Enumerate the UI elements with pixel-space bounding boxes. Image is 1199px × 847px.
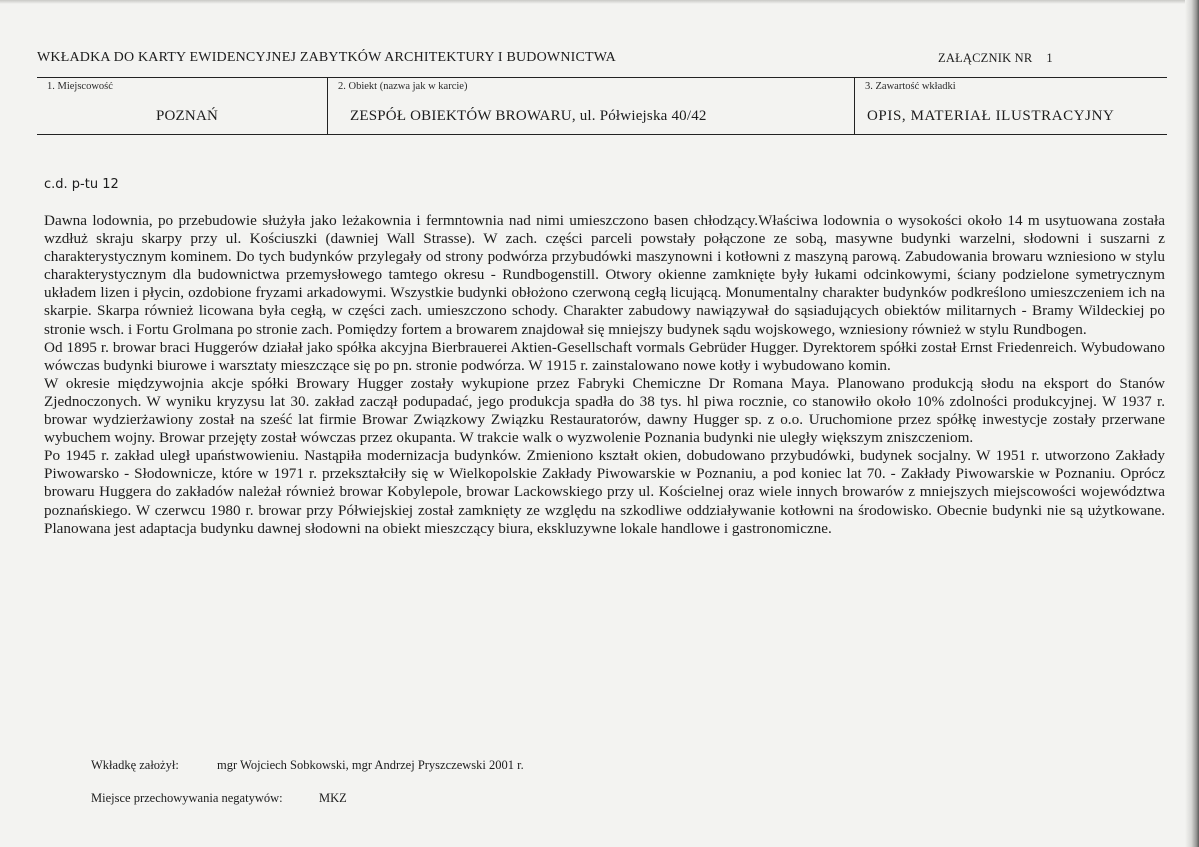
form-title: WKŁADKA DO KARTY EWIDENCYJNEJ ZABYTKÓW ARCHITEKTURY I BUDOWNICTWA: [37, 50, 616, 65]
content-value: OPIS, MATERIAŁ ILUSTRACYJNY: [867, 108, 1115, 124]
object-label: 2. Obiekt (nazwa jak w karcie): [338, 81, 468, 92]
paragraph-postwar: Po 1945 r. zakład uległ upaństwowieniu. Nastąpiła modernizacja budynków. Zmieniono kształt okien, dobudowano przybudówki, budynek socjalny. W 1951 r. utworzono Zakłady Piwowarsko - Słodownicze, które w 1971 r. przekształciły się w Wielkopolskie Zakłady Piwowarskie w Poznaniu, a pod koniec lat 70. - Zakłady Piwowarskie w Poznaniu. Oprócz browaru Huggera do zakładów należał również browar Kobylepole, browar Lackowskiego przy ul. Kościelnej oraz wiele innych browarów z mniejszych miejscowości województwa poznańskiego. W czerwcu 1980 r. browar przy Półwiejskiej został zamknięty ze względu na szkodliwe oddziaływanie kotłowni na środowisko. Obecnie budynki nie są użytkowane. Planowana jest adaptacja budynku dawnej słodowni na obiekt mieszczący biura, ekskluzywne lokale handlowe i gastronomiczne.: [44, 447, 1165, 537]
description-text: [44, 212, 1165, 538]
author-label: Wkładkę założył:: [91, 758, 179, 772]
locality-label: 1. Miejscowość: [47, 81, 113, 92]
content-field: [854, 78, 1167, 134]
scan-right-edge: [1185, 0, 1199, 847]
annex-label: [938, 51, 1053, 66]
author-value: mgr Wojciech Sobkowski, mgr Andrzej Pryszczewski 2001 r.: [217, 758, 524, 772]
paragraph-joint-stock: Od 1895 r. browar braci Huggerów działał jako spółka akcyjna Bierbrauerei Aktien-Gesellschaft vormals Gebrüder Hugger. Dyrektorem spółki został Ernst Friedenreich. Wybudowano wówczas budynki biurowe i warsztaty mieszczące się po pn. stronie podwórza. W 1915 r. zainstalowano nowe kotły i wybudowano komin.: [44, 338, 1165, 374]
continuation-note: c.d. p-tu 12: [44, 177, 119, 192]
locality-field: [37, 78, 327, 134]
paragraph-ice-house: Dawna lodownia, po przebudowie służyła jako leżakownia i fermntownia nad nimi umieszczono basen chłodzący.Właściwa lodownia o wysokości około 14 m usytuowana została wzdłuż skraju skarpy przy ul. Kościuszki (dawniej Wall Strasse). W zach. części parceli powstały połączone ze sobą, masywne budynki warzelni, słodowni i suszarni z charakterystycznym kominem. Do tych budynków przylegały od strony podwórza przybudówki maszynowni i kotłowni z maszyną parową. Zabudowania browaru wzniesiono w stylu charakterystycznym dla budownictwa przemysłowego tamtego okresu - Rundbogenstill. Otwory okienne zamknięte były łukami odcinkowymi, ściany podzielone symetrycznym układem lizen i płycin, ozdobione fryzami arkadowymi. Wszystkie budynki obłożono czerwoną cegłą licującą. Monumentalny charakter budynków podkreślono umieszczeniem ich na skarpie. Skarpa również licowana była cegłą, w części zach. umieszczono schody. Charakter zabudowy nawiązywał do sąsiadujących obiektów militarnych - Bramy Wildeckiej po stronie wsch. i Fortu Grolmana po stronie zach. Pomiędzy fortem a browarem znajdował się mniejszy budynek sądu wojskowego, wzniesiony również w stylu Rundbogen.: [44, 212, 1165, 338]
object-field: [327, 78, 854, 134]
record-fields-table: [37, 77, 1167, 135]
annex-number: 1: [1046, 51, 1053, 65]
paragraph-interwar: W okresie międzywojnia akcje spółki Browary Hugger zostały wykupione przez Fabryki Chemiczne Dr Romana Maya. Planowano produkcją słodu na eksport do Stanów Zjednoczonych. W wyniku kryzysu lat 30. zakład zaczął podupadać, jego produkcja spadła do 38 tys. hl piwa rocznie, co stanowiło około 10% zdolności produkcyjnej. W 1937 r. browar wydzierżawiony został na sześć lat firmie Browar Związkowy Związku Restauratorów, dawny Hugger sp. z o.o. Uruchomione przez spółkę inwestycje zostały przerwane wybuchem wojny. Browar przejęty został wówczas przez okupanta. W trakcie walk o wyzwolenie Poznania budynki nie uległy większym zniszczeniom.: [44, 374, 1165, 447]
negatives-row: [91, 791, 347, 806]
object-value: ZESPÓŁ OBIEKTÓW BROWARU, ul. Półwiejska 40/42: [350, 108, 707, 124]
negatives-value: MKZ: [319, 791, 347, 805]
locality-value: POZNAŃ: [155, 108, 219, 124]
scan-top-edge: [0, 0, 1199, 4]
author-row: [91, 758, 524, 773]
negatives-label: Miejsce przechowywania negatywów:: [91, 791, 283, 805]
annex-label-text: ZAŁĄCZNIK NR: [938, 51, 1033, 65]
content-label: 3. Zawartość wkładki: [865, 81, 956, 92]
